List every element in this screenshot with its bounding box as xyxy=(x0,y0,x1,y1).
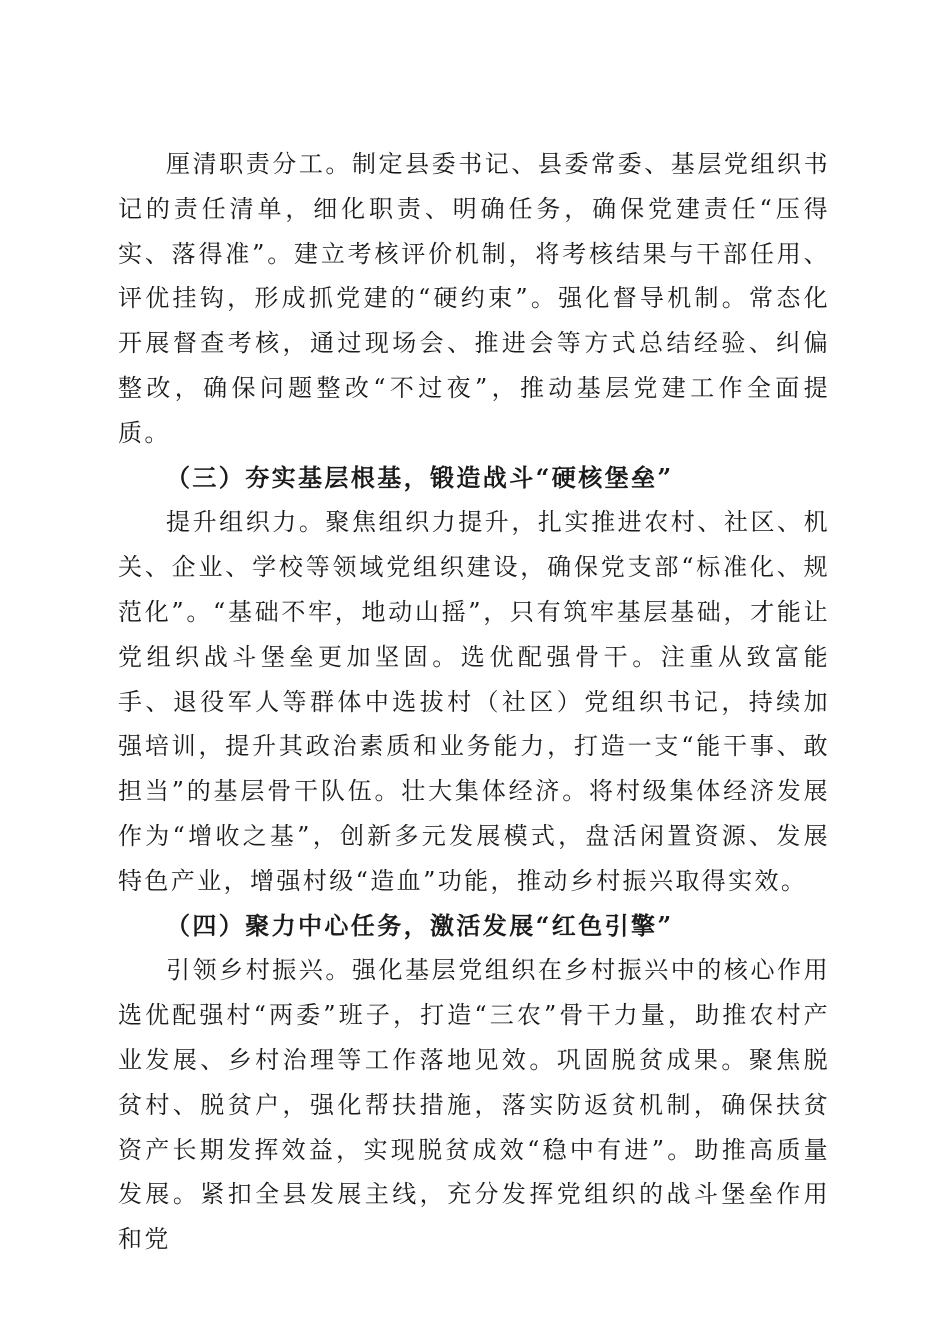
paragraph-organization-strength: 提升组织力。聚焦组织力提升，扎实推进农村、社区、机关、企业、学校等领域党组织建设，确保党支部“标准化、规范化”。“基础不牢，地动山摇”，只有筑牢基层基础，才能让党组织战斗堡垒更加坚固。选优配强骨干。注重从致富能手、退役军人等群体中选拔村（社区）党组织书记，持续加强培训，提升其政治素质和业务能力，打造一支“能干事、敢担当”的基层骨干队伍。壮大集体经济。将村级集体经济发展作为“增收之基”，创新多元发展模式，盘活闲置资源、发展特色产业，增强村级“造血”功能，推动乡村振兴取得实效。 xyxy=(118,508,830,895)
section-heading-4: （四）聚力中心任务，激活发展“红色引擎” xyxy=(166,910,674,940)
paragraph-rural-revitalization: 引领乡村振兴。强化基层党组织在乡村振兴中的核心作用选优配强村“两委”班子，打造“三农”骨干力量，助推农村产业发展、乡村治理等工作落地见效。巩固脱贫成果。聚焦脱贫村、脱贫户，强化帮扶措施，落实防返贫机制，确保扶贫资产长期发挥效益，实现脱贫成效“稳中有进”。助推高质量发展。紧扣全县发展主线，充分发挥党组织的战斗堡垒作用和党 xyxy=(118,956,830,1254)
paragraph-responsibility-division: 厘清职责分工。制定县委书记、县委常委、基层党组织书记的责任清单，细化职责、明确任务，确保党建责任“压得实、落得准”。建立考核评价机制，将考核结果与干部任用、评优挂钩，形成抓党建的“硬约束”。强化督导机制。常态化开展督查考核，通过现场会、推进会等方式总结经验、纠偏整改，确保问题整改“不过夜”，推动基层党建工作全面提质。 xyxy=(118,150,830,447)
section-heading-3: （三）夯实基层根基，锻造战斗“硬核堡垒” xyxy=(166,462,674,492)
document-body xyxy=(118,142,830,1262)
